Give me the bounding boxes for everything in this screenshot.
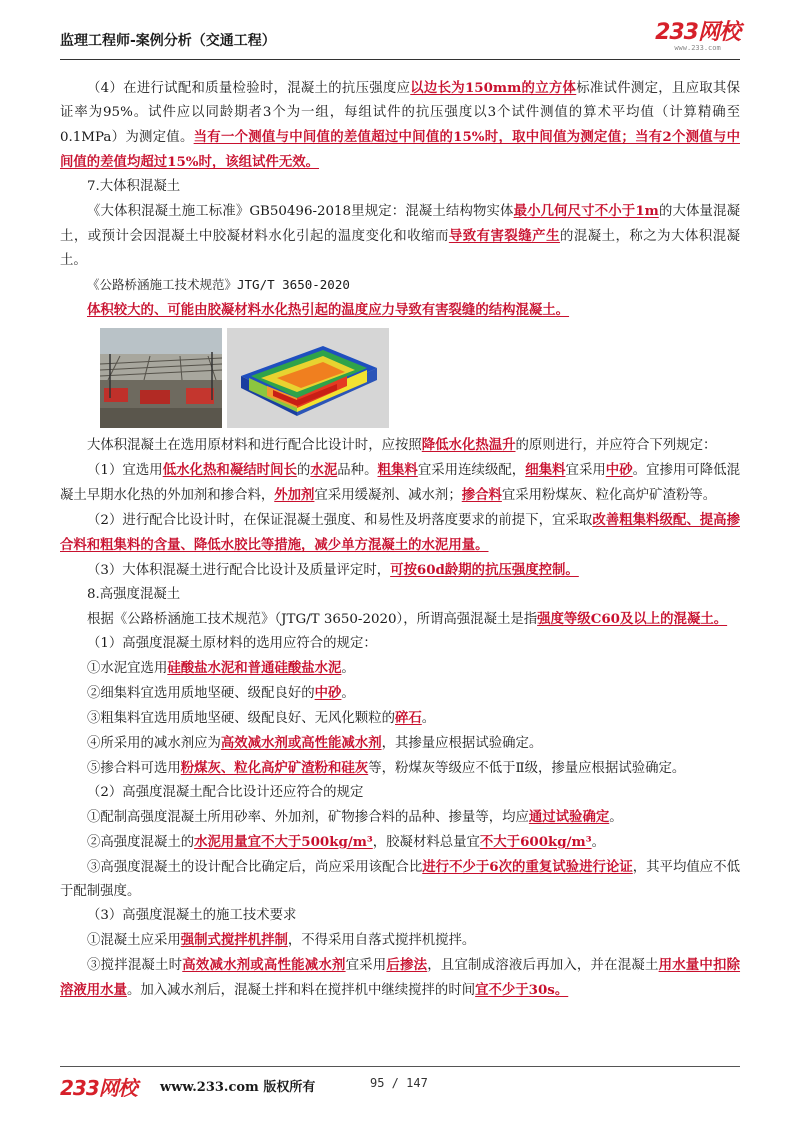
paragraph-high-strength-definition: 根据《公路桥涵施工技术规范》（JTG/T 3650-2020），所谓高强混凝土是指强度等级C60及以上的混凝土。: [87, 611, 728, 627]
document-title: 监理工程师-案例分析（交通工程）: [60, 33, 276, 49]
page-number: 95 / 147: [370, 1076, 428, 1090]
design-item-3: ③高强度混凝土的设计配合比确定后，尚应采用该配合比进行不少于6次的重复试验进行论证，其平均值应不低于配制强度。: [60, 859, 740, 899]
construction-heading: （3）高强度混凝土的施工技术要求: [87, 908, 297, 923]
design-item-1: ①配制高强度混凝土所用砂率、外加剂，矿物掺合料的品种、掺量等，均应通过试验确定。: [87, 809, 623, 825]
design-heading: （2）高强度混凝土配合比设计还应符合的规定: [87, 785, 364, 800]
brand-logo: [655, 22, 740, 52]
paragraph-test-strength: （4）在进行试配和质量检验时，混凝土的抗压强度应以边长为150mm的立方体标准试件测定，且应取其保证率为95%。试件应以同龄期者3个为一组，每组试件的抗压强度以3个试件测值的算术平均值（计算精确至0.1MPa）为测定值。当有一个测值与中间值的差值超过中间值的15%时，取中间值为测定值；当有2个测值与中间值的差值均超过15%时，该组试件无效。: [60, 80, 740, 170]
construction-item-3: ③搅拌混凝土时高效减水剂或高性能减水剂宜采用后掺法，且宜制成溶液后再加入，并在混凝土用水量中扣除溶液用水量。加入减水剂后，混凝土拌和料在搅拌机中继续搅拌的时间宜不少于30s。: [60, 957, 741, 998]
copyright-text: www.233.com 版权所有: [160, 1080, 316, 1095]
design-item-2: ②高强度混凝土的水泥用量宜不大于500kg/m³，胶凝材料总量宜不大于600kg/m³。: [87, 834, 605, 850]
rule-2: （2）进行配合比设计时，在保证混凝土强度、和易性及坍落度要求的前提下，宜采取改善粗集料级配、提高掺合料和粗集料的含量、降低水胶比等措施，减少单方混凝土的水泥用量。: [60, 512, 740, 553]
standard-reference: 《公路桥涵施工技术规范》JTG/T 3650-2020: [87, 277, 350, 292]
material-item-2: ②细集料宜选用质地坚硬、级配良好的中砂。: [87, 685, 355, 701]
materials-heading: （1）高强度混凝土原材料的选用应符合的规定：: [87, 636, 377, 651]
footer-divider: [60, 1066, 740, 1067]
material-item-3: ③粗集料宜选用质地坚硬、级配良好、无风化颗粒的碎石。: [87, 710, 436, 726]
logo-text: 233网校: [655, 20, 740, 45]
material-item-4: ④所采用的减水剂应为高效减水剂或高性能减水剂，其掺量应根据试验确定。: [87, 735, 543, 751]
material-item-1: ①水泥宜选用硅酸盐水泥和普通硅酸盐水泥。: [87, 660, 355, 676]
paragraph-gb50496-definition: 《大体积混凝土施工标准》GB50496-2018里规定：混凝土结构物实体最小几何尺寸不小于1m的大体量混凝土，或预计会因混凝土中胶凝材料水化引起的温度变化和收缩而导致有害裂缝产生的混凝土，称之为大体积混凝土。: [60, 203, 741, 268]
footer-logo: 233网校: [60, 1076, 137, 1100]
jtg-definition: 体积较大的、可能由胶凝材料水化热引起的温度应力导致有害裂缝的结构混凝土。: [87, 302, 570, 318]
construction-item-1: ①混凝土应采用强制式搅拌机拌制，不得采用自落式搅拌机搅拌。: [87, 932, 476, 948]
section-heading-7: 7.大体积混凝土: [87, 179, 181, 194]
section-heading-8: 8.高强度混凝土: [87, 587, 181, 602]
paragraph-mix-principle: 大体积混凝土在选用原材料和进行配合比设计时，应按照降低水化热温升的原则进行，并应符合下列规定：: [87, 437, 717, 453]
construction-site-photo: [100, 328, 222, 428]
rule-3: （3）大体积混凝土进行配合比设计及质量评定时，可按60d龄期的抗压强度控制。: [87, 562, 579, 578]
header-divider: [60, 59, 740, 60]
page-header: [60, 20, 740, 60]
material-item-5: ⑤掺合料可选用粉煤灰、粒化高炉矿渣粉和硅灰等，粉煤灰等级应不低于Ⅱ级，掺量应根据试验确定。: [87, 760, 686, 776]
logo-url: www.233.com: [674, 44, 721, 52]
thermal-model-image: [227, 328, 389, 428]
page-footer: [60, 1066, 740, 1100]
illustration-row: [100, 328, 740, 428]
rule-1: （1）宜选用低水化热和凝结时间长的水泥品种。粗集料宜采用连续级配，细集料宜采用中砂。宜掺用可降低混凝土早期水化热的外加剂和掺合料，外加剂宜采用缓凝剂、减水剂；掺合料宜采用粉煤灰、粒化高炉矿渣粉等。: [60, 462, 741, 503]
page-content: [60, 76, 740, 1003]
